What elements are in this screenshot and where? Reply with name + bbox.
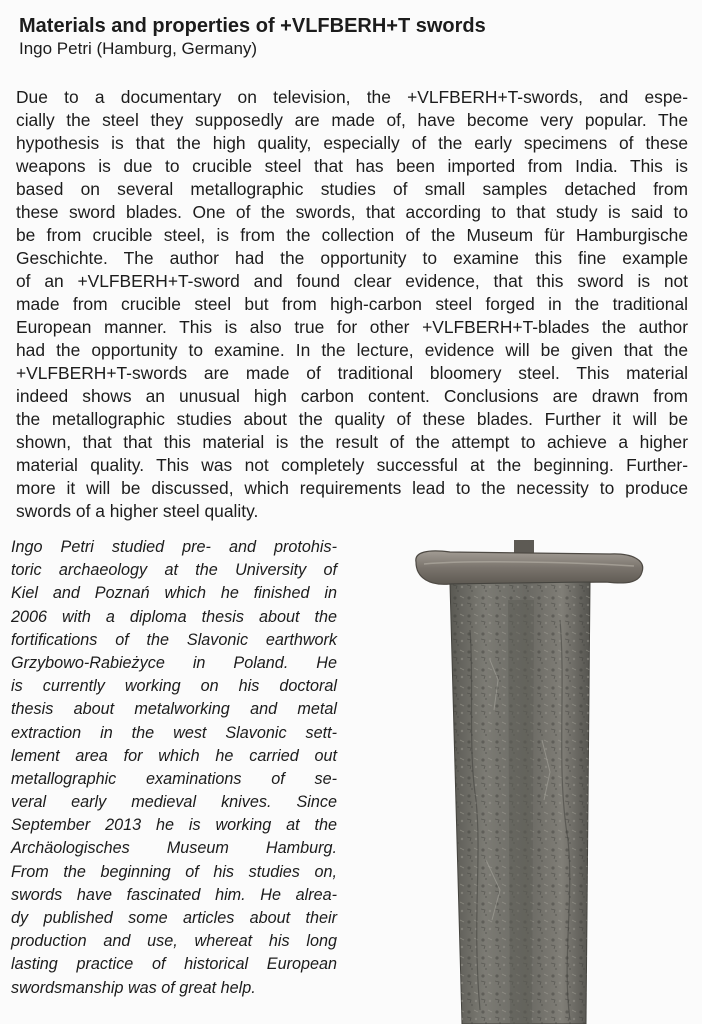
bio-line: is currently working on his doctoral	[11, 677, 337, 696]
bio-line: Archäologisches Museum Hamburg.	[11, 839, 337, 858]
bio-line: thesis about metalworking and metal	[11, 700, 337, 719]
bio-line: swordsmanship was of great help.	[11, 978, 256, 997]
abstract-line: shown, that that this material is the result of the attempt to achieve a higher	[16, 432, 688, 452]
author-line: Ingo Petri (Hamburg, Germany)	[19, 39, 258, 58]
sword-photo	[410, 540, 645, 1024]
bio-line: toric archaeology at the University of	[11, 561, 337, 580]
article-title: Materials and properties of +VLFBERH+T swords	[19, 15, 486, 37]
abstract-line: material quality. This was not completely successful at the beginning. Further-	[16, 455, 688, 475]
bio-line: 2006 with a diploma thesis about the	[11, 607, 337, 626]
bio-line: From the beginning of his studies on,	[11, 862, 337, 881]
crossguard	[416, 551, 643, 584]
bio-line: lasting practice of historical European	[11, 955, 337, 974]
abstract-text	[16, 86, 688, 523]
abstract-line: the metallographic studies about the quality of these blades. Further it will be	[16, 409, 688, 429]
bio-line: Grzybowo-Rabieżyce in Poland. He	[11, 653, 337, 672]
bio-line: September 2013 he is working at the	[11, 816, 337, 835]
abstract-line: based on several metallographic studies of small samples detached from	[16, 179, 688, 199]
bio-line: Kiel and Poznań which he finished in	[11, 584, 337, 603]
author-biography	[11, 536, 337, 1000]
abstract-line: weapons is due to crucible steel that has been imported from India. This is	[16, 156, 688, 176]
bio-line: extraction in the west Slavonic sett-	[11, 723, 337, 742]
bio-line: veral early medieval knives. Since	[11, 793, 337, 812]
abstract-line: indeed shows an unusual high carbon content. Conclusions are drawn from	[16, 386, 688, 406]
abstract-line: more it will be discussed, which requirements lead to the necessity to produce	[16, 478, 688, 498]
abstract-line: these sword blades. One of the swords, that according to that study is said to	[16, 202, 688, 222]
sword-illustration	[410, 540, 645, 1024]
bio-line: production and use, whereat his long	[11, 932, 337, 951]
abstract-line: +VLFBERH+T-swords are made of traditional bloomery steel. This material	[16, 363, 688, 383]
bio-line: lement area for which he carried out	[11, 746, 337, 765]
abstract-line: Due to a documentary on television, the +VLFBERH+T-swords, and espe-	[16, 87, 688, 107]
abstract-line: had the opportunity to examine. In the lecture, evidence will be given that the	[16, 340, 688, 360]
bio-line: Ingo Petri studied pre- and protohis-	[11, 538, 337, 556]
bio-line: swords have fascinated him. He alrea-	[11, 885, 337, 904]
bio-line: fortifications of the Slavonic earthwork	[11, 630, 337, 649]
abstract-line: Geschichte. The author had the opportunity to examine this fine example	[16, 248, 688, 268]
abstract-line: of an +VLFBERH+T-sword and found clear evidence, that this sword is not	[16, 271, 688, 291]
abstract-line: be from crucible steel, is from the collection of the Museum für Hamburgische	[16, 225, 688, 245]
grip-stub	[514, 540, 534, 554]
abstract-line: hypothesis is that the high quality, especially of the early specimens of these	[16, 133, 688, 153]
abstract-line: swords of a higher steel quality.	[16, 501, 259, 521]
abstract-line: made from crucible steel but from high-carbon steel forged in the traditional	[16, 294, 688, 314]
bio-line: dy published some articles about their	[11, 909, 337, 927]
bio-line: metallographic examinations of se-	[11, 769, 337, 788]
blade-fuller	[508, 600, 534, 1024]
abstract-line: European manner. This is also true for other +VLFBERH+T-blades the author	[16, 317, 688, 337]
abstract-line: cially the steel they supposedly are made of, have become very popular. The	[16, 110, 688, 130]
